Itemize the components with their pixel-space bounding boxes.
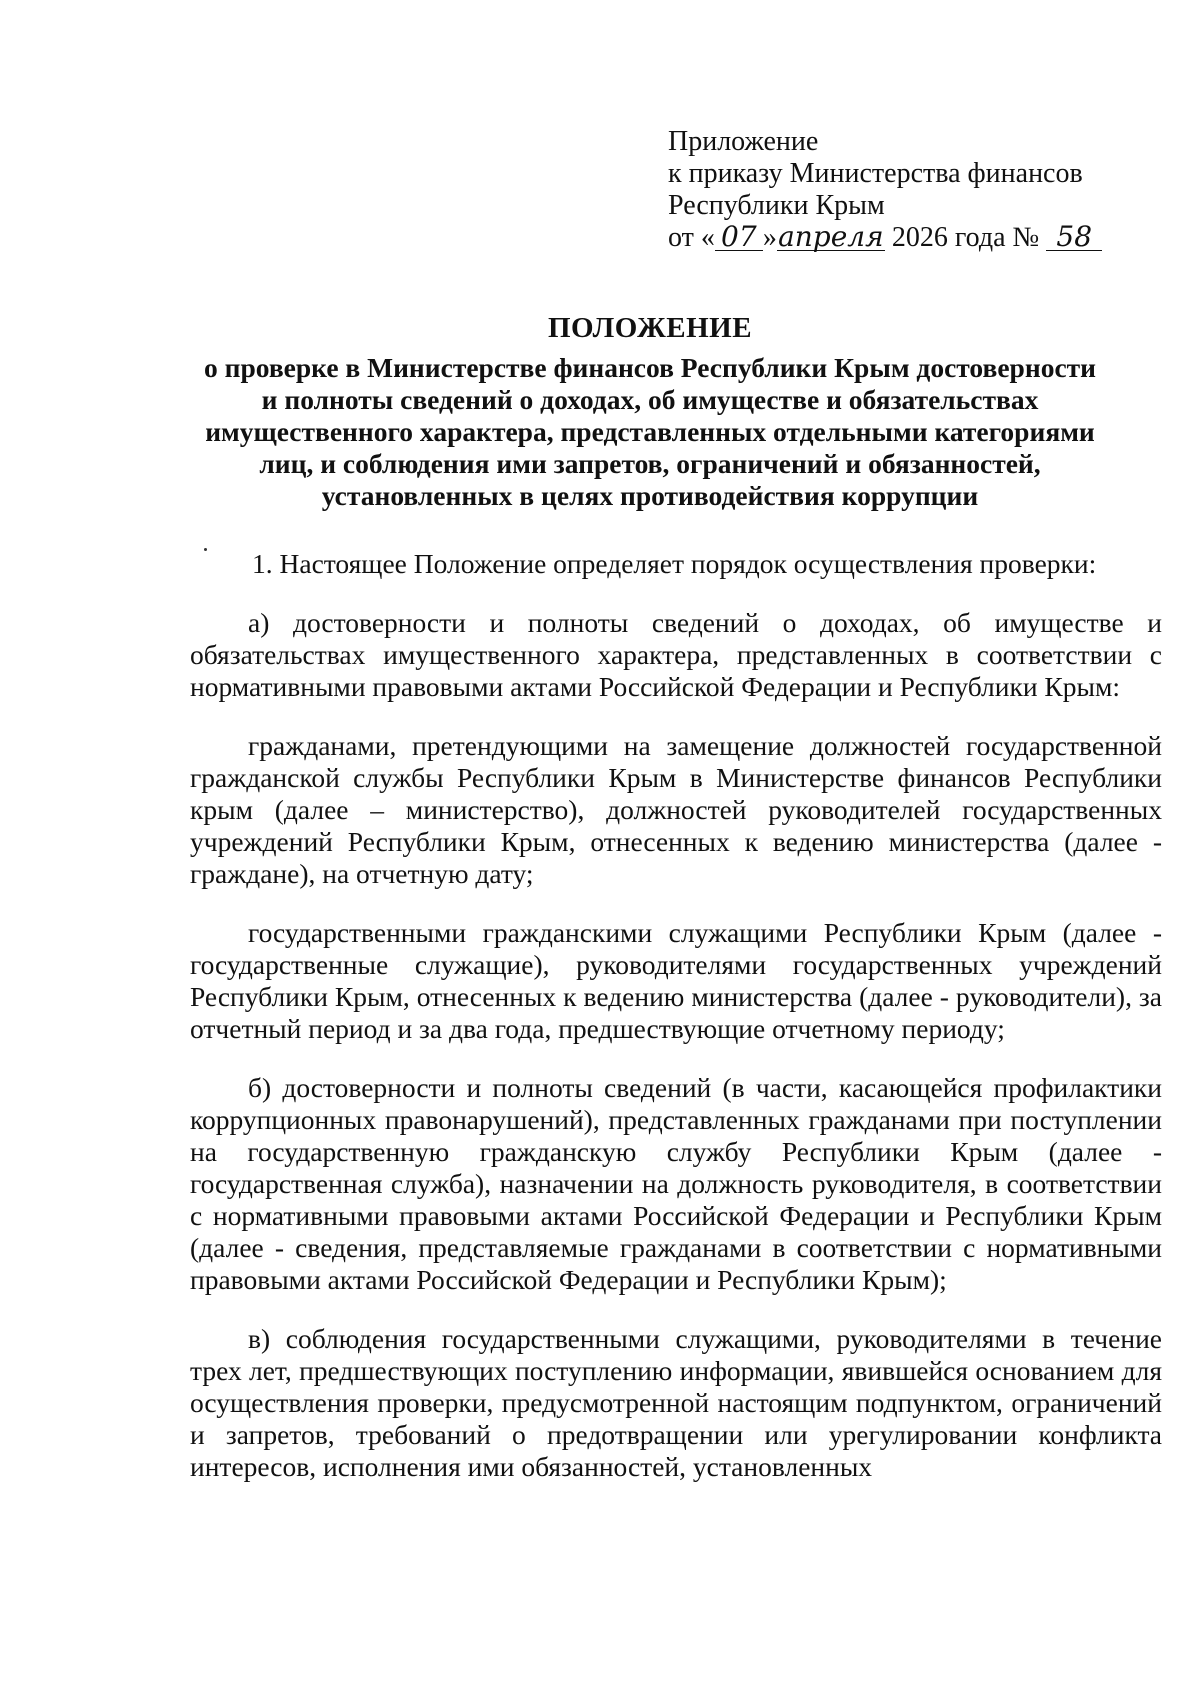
appendix-region: Республики Крым: [668, 190, 885, 221]
paragraph-civil-servants: государственными гражданскими служащими Республики Крым (далее - государственные служащие), руководителями государственных учреждений Республики Крым, отнесенных к ведению министерства (далее - руководители), за отчетный период и за два года, предшествующие отчетному периоду;: [190, 917, 1162, 1044]
paragraph-citizens: гражданами, претендующими на замещение должностей государственной гражданской службы Республики Крым в Министерстве финансов Республики крым (далее – министерство), должностей руководителей государственных учреждений Республики Крым, отнесенных к ведению министерства (далее - граждане), на отчетную дату;: [190, 730, 1162, 889]
document-title-block: [150, 312, 1150, 512]
date-prefix: от: [668, 222, 694, 253]
year-and-number-label: 2026 года №: [891, 222, 1040, 253]
appendix-order-reference: к приказу Министерства финансов: [668, 158, 1083, 189]
appendix-date-line: [668, 222, 1168, 254]
subtitle-line: и полноты сведений о доходах, об имуществе и обязательствах: [261, 384, 1039, 415]
paragraph-1b: б) достоверности и полноты сведений (в части, касающейся профилактики коррупционных правонарушений), представленных гражданами при поступлении на государственную гражданскую службу Республики Крым (далее - государственная служба), назначении на должность руководителя, в соответствии с нормативными правовыми актами Российской Федерации и Республики Крым (далее - сведения, представляемые гражданами в соответствии с нормативными правовыми актами Российской Федерации и Республики Крым);: [190, 1072, 1162, 1295]
subtitle-line: лиц, и соблюдения ими запретов, ограничений и обязанностей,: [259, 448, 1041, 479]
quote-close: »: [762, 222, 777, 253]
paragraph-1v: в) соблюдения государственными служащими, руководителями в течение трех лет, предшествующих поступлению информации, явившейся основанием для осуществления проверки, предусмотренной настоящим подпунктом, ограничений и запретов, требований о предотвращении или урегулировании конфликта интересов, исполнения ими обязанностей, установленных: [190, 1323, 1162, 1482]
appendix-title: Приложение: [668, 126, 819, 157]
appendix-block: [668, 126, 1168, 254]
document-body: [190, 548, 1162, 1483]
subtitle-line: о проверке в Министерстве финансов Республики Крым достоверности: [203, 352, 1097, 383]
handwritten-order-number: 58: [1046, 224, 1102, 251]
handwritten-month: апреля: [778, 220, 884, 253]
paragraph-1: 1. Настоящее Положение определяет порядок осуществления проверки:: [252, 548, 1097, 579]
subtitle-line: имущественного характера, представленных отдельными категориями: [205, 416, 1095, 447]
paragraph-1a: а) достоверности и полноты сведений о доходах, об имуществе и обязательствах имущественного характера, представленных в соответствии с нормативными правовыми актами Российской Федерации и Республики Крым:: [190, 607, 1162, 702]
quote-open: «: [700, 222, 715, 253]
document-heading: ПОЛОЖЕНИЕ: [547, 312, 753, 344]
subtitle-line: установленных в целях противодействия коррупции: [321, 480, 979, 511]
handwritten-day: 07: [715, 224, 763, 251]
